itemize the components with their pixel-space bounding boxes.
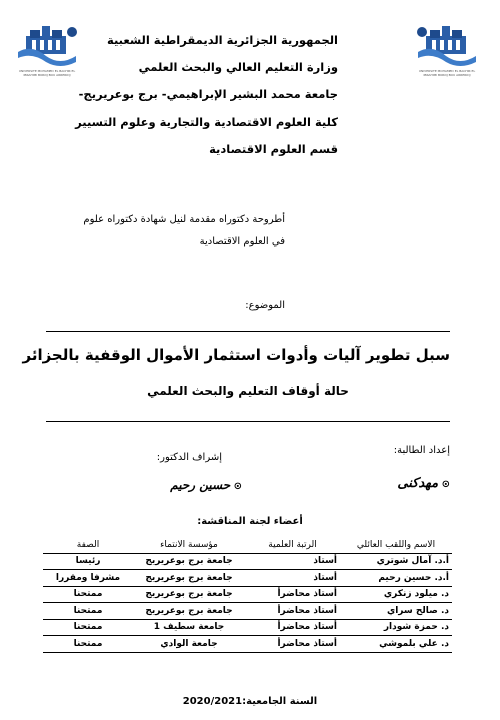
committee-table — [43, 537, 452, 653]
member-rank: أستاذ محاضرأ — [245, 586, 340, 603]
member-rank: أستاذ محاضرأ — [245, 636, 340, 653]
header-line-republic: الجمهورية الجزائرية الديمقراطية الشعبية — [106, 33, 338, 47]
member-institution: جامعة برج بوعريريج — [133, 553, 245, 570]
member-name: أ.د. آمال شوتري — [340, 553, 452, 570]
table-header-row — [43, 537, 452, 553]
member-rank: أستاذ محاضرأ — [245, 619, 340, 636]
table-row — [43, 636, 452, 653]
supervisor-label: إشراف الدكتور: — [156, 452, 222, 463]
member-role: مشرفا ومقررا — [43, 570, 133, 587]
student-signature — [397, 476, 450, 491]
member-institution: جامعة برج بوعريريج — [133, 586, 245, 603]
university-logo-right — [412, 22, 482, 68]
table-row — [43, 553, 452, 570]
header-line-university: جامعة محمد البشير الإبراهيمي- برج بوعريريج- — [78, 87, 338, 101]
member-role: ممتحنا — [43, 586, 133, 603]
member-institution: جامعة برج بوعريريج — [133, 570, 245, 587]
supervisor-signature — [170, 478, 242, 492]
bullet-icon: ⊙ — [230, 481, 242, 492]
committee-heading: أعضاء لجنة المناقشة: — [197, 516, 303, 527]
member-institution: جامعة برج بوعريريج — [133, 603, 245, 620]
academic-year: السنة الجامعية:2020/2021 — [182, 696, 318, 707]
thesis-subtitle: حالة أوقاف التعليم والبحث العلمي — [147, 384, 349, 398]
member-role: ممتحنا — [43, 636, 133, 653]
column-header: الصفة — [43, 537, 133, 553]
bullet-icon: ⊙ — [438, 479, 450, 490]
member-role: ممتحنا — [43, 619, 133, 636]
university-logo-left — [12, 22, 82, 68]
table-row — [43, 603, 452, 620]
header-line-faculty: كلية العلوم الاقتصادية والتجارية وعلوم التسيير — [75, 115, 338, 129]
member-name: د. حمزة شودار — [340, 619, 452, 636]
student-label: إعداد الطالبة: — [393, 445, 450, 456]
column-header: الاسم واللقب العائلي — [340, 537, 452, 553]
member-name: د. علي بلموشي — [340, 636, 452, 653]
member-rank: أستاذ — [245, 553, 340, 570]
logo-caption-left: UNIVERSITE MOHAMED EL BACHIR EL IBRAHIMI BORDJ BOU ARRERIDJ — [18, 69, 76, 77]
logo-caption-right: UNIVERSITE MOHAMED EL BACHIR EL IBRAHIMI BORDJ BOU ARRERIDJ — [418, 69, 476, 77]
column-header: مؤسسة الانتماء — [133, 537, 245, 553]
title-rule-top — [46, 331, 450, 332]
column-header: الرتبة العلمية — [245, 537, 340, 553]
member-rank: أستاذ — [245, 570, 340, 587]
student-name: مهدكنى — [397, 476, 439, 491]
member-name: د. ميلود زنكري — [340, 586, 452, 603]
member-rank: أستاذ محاضرأ — [245, 603, 340, 620]
title-rule-bottom — [46, 421, 450, 422]
supervisor-name: حسين رحيم — [170, 478, 231, 492]
table-row — [43, 570, 452, 587]
member-role: رئيسا — [43, 553, 133, 570]
thesis-title: سبل تطوير آليات وأدوات استثمار الأموال الوقفية بالجزائر — [22, 346, 450, 364]
member-role: ممتحنا — [43, 603, 133, 620]
subject-label: الموضوع: — [245, 300, 285, 311]
header-line-department: قسم العلوم الاقتصادية — [209, 142, 338, 156]
table-row — [43, 619, 452, 636]
thesis-type: أطروحة دكتوراه مقدمة لنيل شهادة دكتوراه علوم — [83, 214, 285, 225]
table-row — [43, 586, 452, 603]
member-institution: جامعة الوادي — [133, 636, 245, 653]
member-institution: جامعة سطيف 1 — [133, 619, 245, 636]
header-line-ministry: وزارة التعليم العالي والبحث العلمي — [138, 60, 338, 74]
member-name: د. صالح سراي — [340, 603, 452, 620]
thesis-field: في العلوم الاقتصادية — [199, 236, 285, 247]
member-name: أ.د. حسين رحيم — [340, 570, 452, 587]
